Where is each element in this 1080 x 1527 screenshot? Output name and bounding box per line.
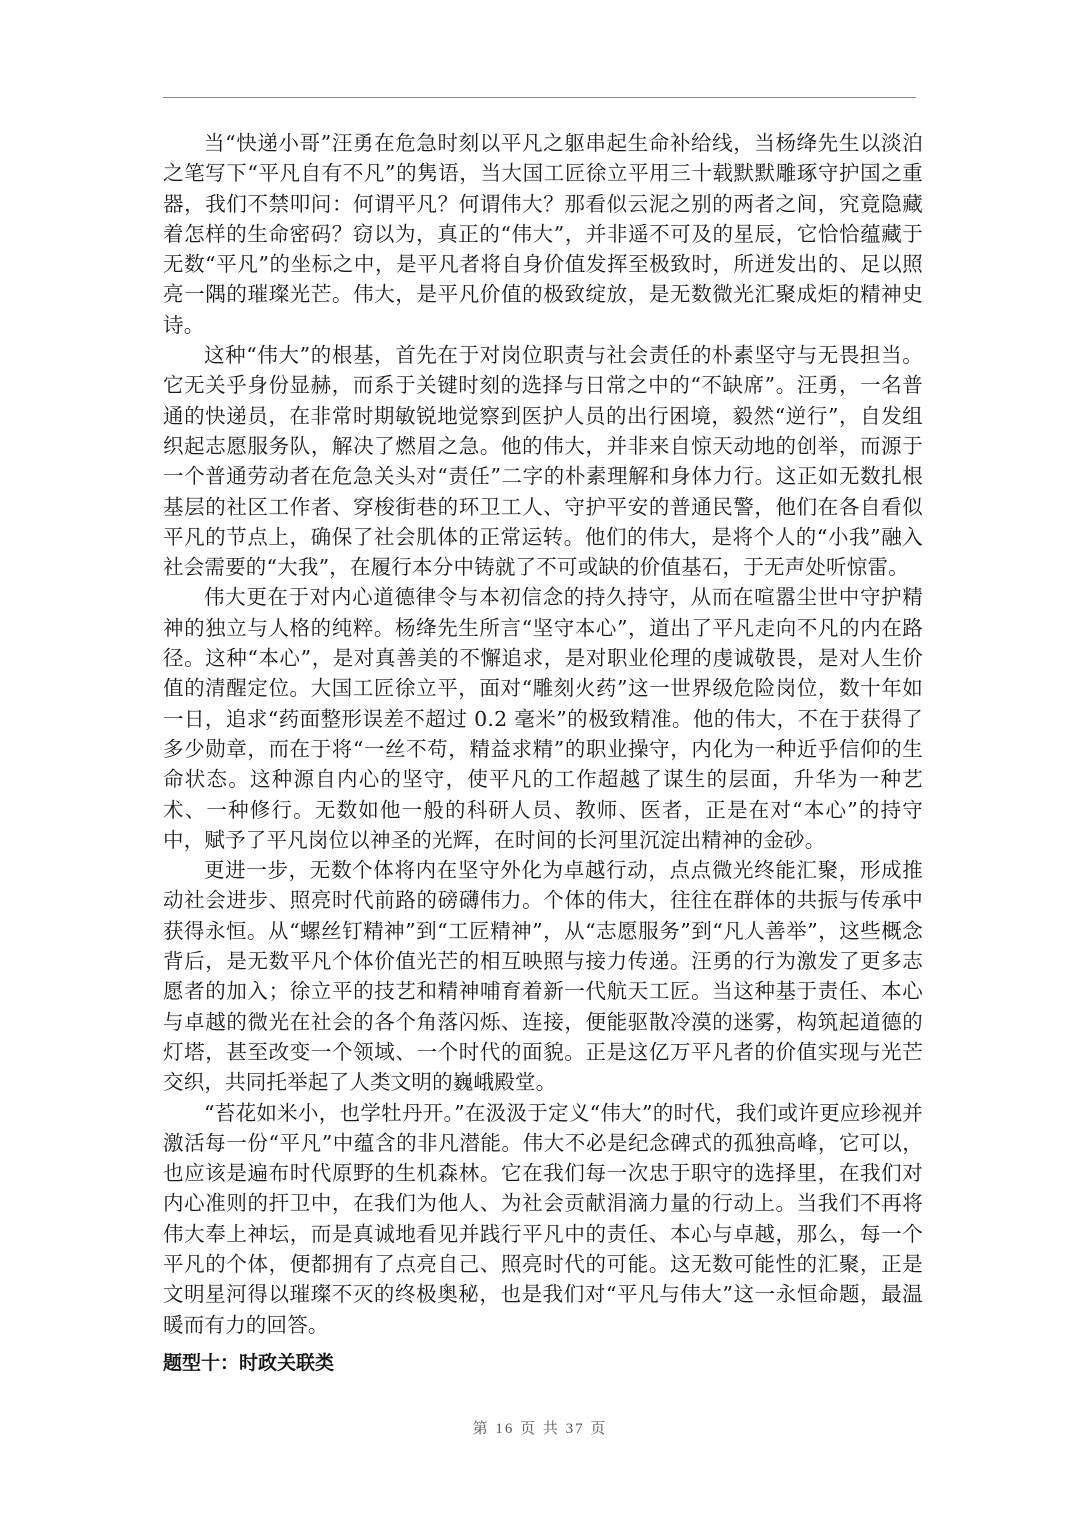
paragraph-4: 更进一步，无数个体将内在坚守外化为卓越行动，点点微光终能汇聚，形成推动社会进步、照亮时代前路的磅礴伟力。个体的伟大，往往在群体的共振与传承中获得永恒。从“螺丝钉精神”到“工匠精神”，从“志愿服务”到“凡人善举”，这些概念背后，是无数平凡个体价值光芒的相互映照与接力传递。汪勇的行为激发了更多志愿者的加入；徐立平的技艺和精神哺育着新一代航天工匠。当这种基于责任、本心与卓越的微光在社会的各个角落闪烁、连接，便能驱散冷漠的迷雾，构筑起道德的灯塔，甚至改变一个领域、一个时代的面貌。正是这亿万平凡者的价值实现与光芒交织，共同托举起了人类文明的巍峨殿堂。: [163, 858, 923, 1095]
paragraph-3: 伟大更在于对内心道德律令与本初信念的持久持守，从而在喧嚣尘世中守护精神的独立与人格的纯粹。杨绛先生所言“坚守本心”，道出了平凡走向不凡的内在路径。这种“本心”，是对真善美的不懈追求，是对职业伦理的虔诚敬畏，是对人生价值的清醒定位。大国工匠徐立平，面对“雕刻火药”这一世界级危险岗位，数十年如一日，追求“药面整形误差不超过 0.2 毫米”的极致精准。他的伟大，不在于获得了多少勋章，而在于将“一丝不苟，精益求精”的职业操守，内化为一种近乎信仰的生命状态。这种源自内心的坚守，使平凡的工作超越了谋生的层面，升华为一种艺术、一种修行。无数如他一般的科研人员、教师、医者，正是在对“本心”的持守中，赋予了平凡岗位以神圣的光辉，在时间的长河里沉淀出精神的金砂。: [163, 585, 923, 852]
header-divider: [163, 97, 916, 98]
paragraph-2: 这种“伟大”的根基，首先在于对岗位职责与社会责任的朴素坚守与无畏担当。它无关乎身份显赫，而系于关键时刻的选择与日常之中的“不缺席”。汪勇，一名普通的快递员，在非常时期敏锐地觉察到医护人员的出行困境，毅然“逆行”，自发组织起志愿服务队，解决了燃眉之急。他的伟大，并非来自惊天动地的创举，而源于一个普通劳动者在危急关头对“责任”二字的朴素理解和身体力行。这正如无数扎根基层的社区工作者、穿梭街巷的环卫工人、守护平安的普通民警，他们在各自看似平凡的节点上，确保了社会肌体的正常运转。他们的伟大，是将个人的“小我”融入社会需要的“大我”，在履行本分中铸就了不可或缺的价值基石，于无声处听惊雷。: [163, 343, 923, 580]
section-heading: 题型十：时政关联类: [163, 1352, 335, 1374]
essay-body: [163, 128, 923, 1340]
paragraph-5: “苔花如米小，也学牡丹开。”在汲汲于定义“伟大”的时代，我们或许更应珍视并激活每一份“平凡”中蕴含的非凡潜能。伟大不必是纪念碑式的孤独高峰，它可以，也应该是遍布时代原野的生机森林。它在我们每一次忠于职守的选择里，在我们对内心准则的扞卫中，在我们为他人、为社会贡献涓滴力量的行动上。当我们不再将伟大奉上神坛，而是真诚地看见并践行平凡中的责任、本心与卓越，那么，每一个平凡的个体，便都拥有了点亮自己、照亮时代的可能。这无数可能性的汇聚，正是文明星河得以璀璨不灭的终极奥秘，也是我们对“平凡与伟大”这一永恒命题，最温暖而有力的回答。: [163, 1100, 923, 1337]
page-number-footer: 第 16 页 共 37 页: [472, 1421, 608, 1437]
paragraph-1: 当“快递小哥”汪勇在危急时刻以平凡之躯串起生命补给线，当杨绛先生以淡泊之笔写下“平凡自有不凡”的隽语，当大国工匠徐立平用三十载默默雕琢守护国之重器，我们不禁叩问：何谓平凡？何谓伟大？那看似云泥之别的两者之间，究竟隐藏着怎样的生命密码？窃以为，真正的“伟大”，并非遥不可及的星辰，它恰恰蕴藏于无数“平凡”的坐标之中，是平凡者将自身价值发挥至极致时，所迸发出的、足以照亮一隅的璀璨光芒。伟大，是平凡价值的极致绽放，是无数微光汇聚成炬的精神史诗。: [163, 131, 923, 337]
